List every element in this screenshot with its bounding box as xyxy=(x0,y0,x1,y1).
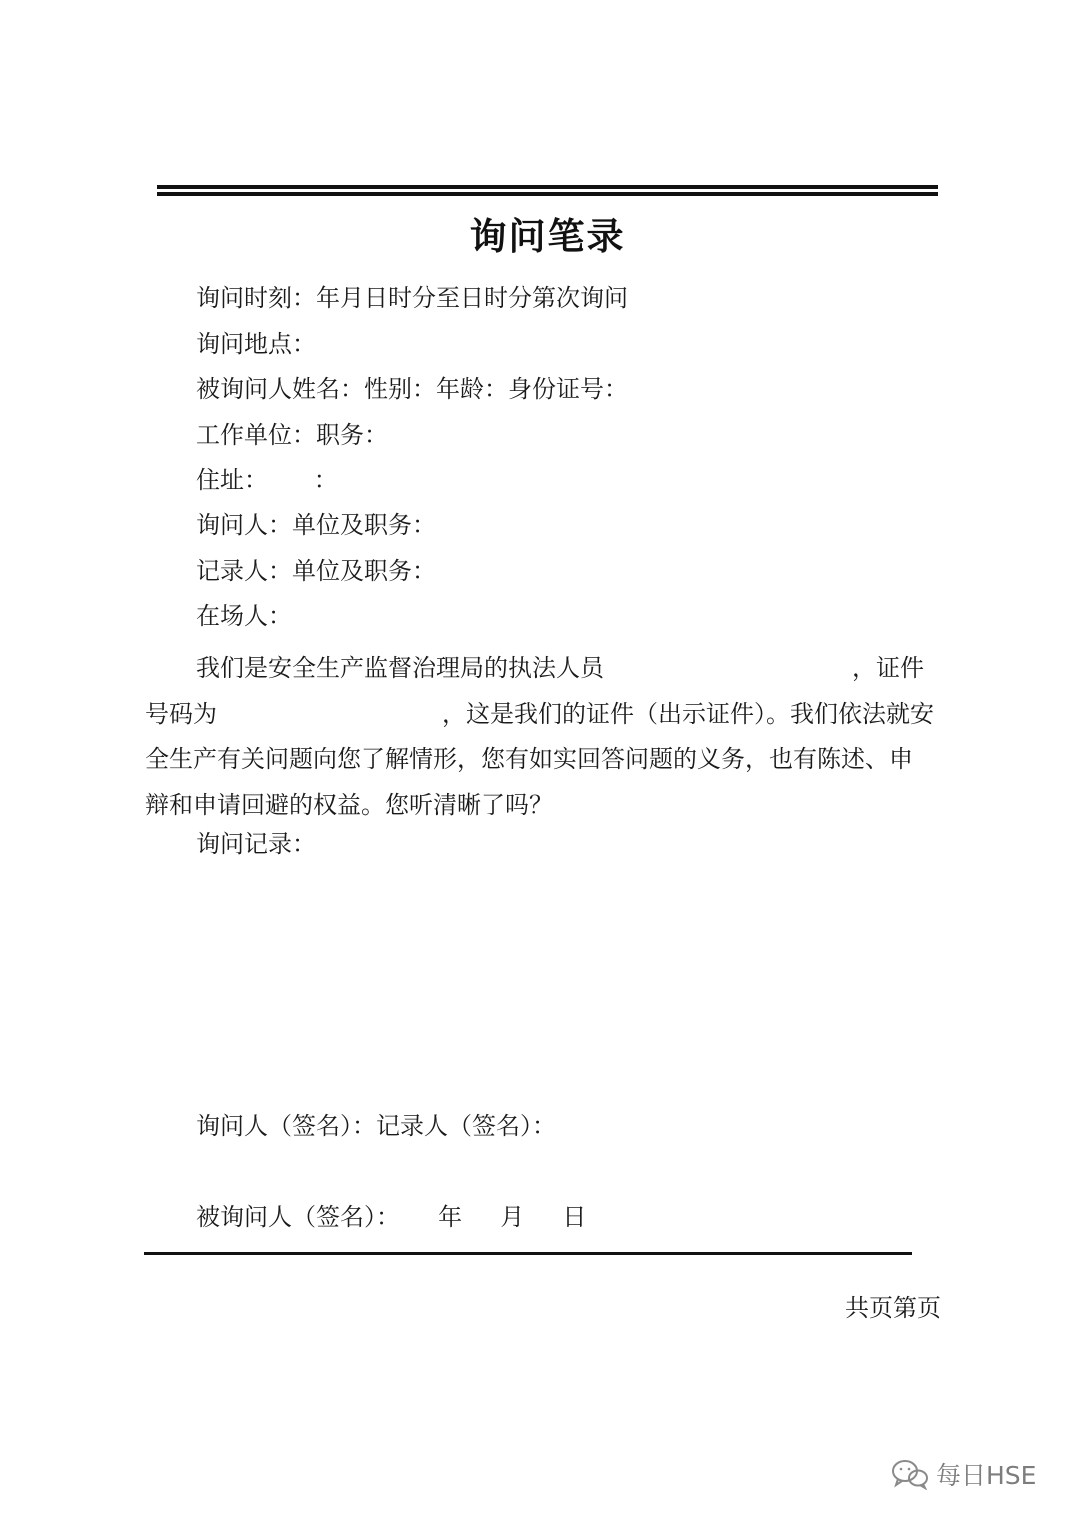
field-work-unit: 工作单位：职务： xyxy=(196,421,388,449)
signature-line-inquirer-recorder: 询问人（签名）：记录人（签名）： xyxy=(196,1112,556,1140)
document-title: 询问笔录 xyxy=(469,215,626,258)
statement-line-3: 全生产有关问题向您了解情形，您有如实回答问题的义务，也有陈述、申 xyxy=(145,745,913,773)
statement-part-4: ，这是我们的证件（出示证件）。我们依法就安 xyxy=(442,699,934,728)
footer-rule xyxy=(144,1252,912,1255)
field-present-persons: 在场人： xyxy=(196,602,292,630)
page-count: 共页第页 xyxy=(845,1294,941,1322)
field-inquiry-place: 询问地点： xyxy=(196,330,316,358)
statement-part-2: ，证件 xyxy=(852,654,924,682)
field-inquirer: 询问人：单位及职务： xyxy=(196,511,436,539)
field-address: 住址： ： xyxy=(196,466,338,494)
field-interviewee-info: 被询问人姓名：性别：年龄：身份证号： xyxy=(196,375,628,403)
statement-paragraph xyxy=(145,646,945,828)
statement-line-4: 辩和申请回避的权益。您听清晰了吗？ xyxy=(145,790,553,819)
record-label: 询问记录： xyxy=(196,830,316,858)
watermark xyxy=(890,1456,1036,1492)
wechat-icon xyxy=(890,1458,930,1490)
statement-part-1: 我们是安全生产监督治理局的执法人员 xyxy=(196,654,604,682)
watermark-text: 每日HSE xyxy=(936,1461,1037,1490)
statement-line-2 xyxy=(145,692,945,738)
field-inquiry-time: 询问时刻：年月日时分至日时分第次询问 xyxy=(196,284,628,312)
statement-line-1 xyxy=(145,646,945,692)
header-rule-thin xyxy=(157,192,938,196)
header-rule-thick xyxy=(157,185,938,189)
statement-part-3: 号码为 xyxy=(145,699,217,728)
field-recorder: 记录人：单位及职务： xyxy=(196,557,436,585)
signature-line-interviewee-date: 被询问人（签名）： 年 月 日 xyxy=(196,1203,587,1231)
